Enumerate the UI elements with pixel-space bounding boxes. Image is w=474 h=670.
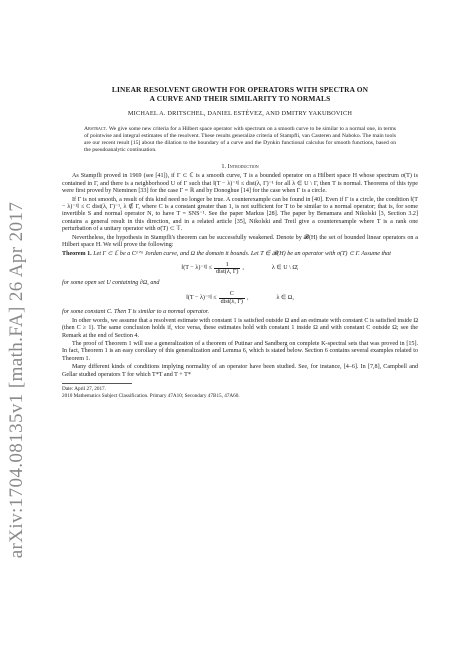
equation-1: ‖(T − λ)⁻¹‖ ≤ $\frac{1}{\text{dist(λ, Γ)}}$ , λ ∈ U \ Ω̄, (181, 261, 299, 276)
abstract-text: We give some new criteria for a Hilbert space operator with spectrum on a smooth curve to be similar to a normal one, in terms of pointwise and integral estimates of the resolvent. These results generalize criteria of Stampfli, van Casteren and Naboko. The main tools are our recent result [15] about the dilation to the boundary of a curve and the Dynkin functional calculus for smooth functions, based on the pseudoanalytic continuation. (84, 126, 396, 154)
paragraph-4: In other words, we assume that a resolvent estimate with constant 1 is satisfied outside Ω and an estimate with constant C is satisfied inside Ω (then C ≥ 1). The same conclusion holds if, vice versa, these estimates hold with constant 1 inside Ω and with constant C outside Ω; see the Remark at the end of Section 4. (62, 317, 418, 339)
footnotes (62, 386, 418, 399)
abstract (84, 126, 396, 154)
footnote-rule (62, 383, 132, 384)
paragraph-3: Nevertheless, the hypothesis in Stampfli's theorem can be successfully weakened. Denote by 𝓑(H) the set of bounded linear operators on a Hilbert space H. We will prove the following: (62, 234, 418, 249)
equation-1-condition: λ ∈ U \ Ω̄, (271, 265, 299, 272)
equation-1-lhs: ‖(T − λ)⁻¹‖ ≤ (181, 265, 212, 272)
equation-2-fraction (219, 291, 245, 305)
equation-2-numerator: C (229, 291, 234, 298)
equation-2: ‖(T − λ)⁻¹‖ ≤ $\frac{C}{\text{dist(λ, Γ)}}$ , λ ∈ Ω, (186, 291, 294, 305)
equation-2-condition: λ ∈ Ω, (276, 294, 294, 301)
arxiv-sidebar (2, 160, 32, 600)
authors: MICHAEL A. DRITSCHEL, DANIEL ESTÉVEZ, AND DMITRY YAKUBOVICH (127, 110, 353, 117)
arxiv-identifier: arXiv:1704.08135v1 [math.FA] 26 Apr 2017 (6, 201, 27, 559)
title-line-2: A CURVE AND THEIR SIMILARITY TO NORMALS (149, 94, 331, 103)
paragraph-5: The proof of Theorem 1 will use a generalization of a theorem of Putinar and Sandberg on complete K-spectral sets that was proved in [15]. In fact, Theorem 1 is an easy corollary of this generalization and Lemma 6, which is stated below. Section 6 contains several examples related to Theorem 1. (62, 340, 418, 362)
section-heading: 1. Introduction (221, 163, 259, 171)
paper-page (62, 85, 418, 399)
equation-2-lhs: ‖(T − λ)⁻¹‖ ≤ (186, 294, 217, 301)
equation-1-fraction (214, 262, 240, 276)
paragraph-6: Many different kinds of conditions implying normality of an operator have been studied. See, for instance, [4–6]. In [7,8], Campbell and Gellar studied operators T for which T*T and T + T* (62, 364, 418, 378)
abstract-label: Abstract. (84, 126, 108, 133)
equation-1-denominator: dist(λ, Γ) (216, 269, 239, 276)
paragraph-2: If Γ is not smooth, a result of this kind need no longer be true. A counterexample can be found in [40]. Even if Γ is a circle, the condition ‖(T − λ)⁻¹‖ ≤ C dist(λ, Γ)⁻¹, λ ∉ Γ, where C is a constant greater than 1, is not sufficient for T to be similar to a normal operator; that is, for some invertible S and normal operator N, to have T = SNS⁻¹. See the paper Markus [28]. The paper by Benamara and Nikolski [3, Section 3.2] contains a general result in this direction, and in a related article [35], Nikolski and Treil give a counterexample where T is a rank one perturbation of a unitary operator with σ(T) ⊂ 𝕋. (62, 196, 418, 233)
theorem-middle: for some open set U containing ∂Ω, and (62, 279, 160, 286)
theorem-conclusion: for some constant C. Then T is similar to a normal operator. (62, 309, 209, 316)
footnote-msc: 2010 Mathematics Subject Classification. Primary 47A10; Secondary 47B15, 47A60. (62, 392, 240, 399)
equation-2-denominator: dist(λ, Γ) (220, 298, 243, 305)
theorem-statement: Let Γ ⊂ ℂ be a C¹⁺ᵅ Jordan curve, and Ω the domain it bounds. Let T ∈ 𝓑(H) be an operator with σ(T) ⊂ Γ. Assume that (93, 250, 391, 257)
theorem-1 (62, 251, 418, 317)
paper-title (62, 85, 418, 103)
title-line-1: LINEAR RESOLVENT GROWTH FOR OPERATORS WITH SPECTRA ON (111, 85, 369, 94)
paragraph-1: As Stampfli proved in 1969 (see [41]), if Γ ⊂ ℂ is a smooth curve, T is a bounded operator on a Hilbert space H whose spectrum σ(T) is contained in Γ, and there is a neighborhood U of Γ such that ‖(T − λ)⁻¹‖ ≤ dist(λ, Γ)⁻¹ for all λ ∈ U \ Γ, then T is normal. Theorems of this type were first proved by Nieminen [33] for the case Γ = ℝ and by Donoghue [14] for the case when Γ is a circle. (62, 173, 418, 195)
equation-1-numerator: 1 (225, 261, 229, 268)
theorem-heading: Theorem 1. (62, 250, 92, 257)
footnote-date: Date: April 27, 2017. (62, 385, 106, 392)
